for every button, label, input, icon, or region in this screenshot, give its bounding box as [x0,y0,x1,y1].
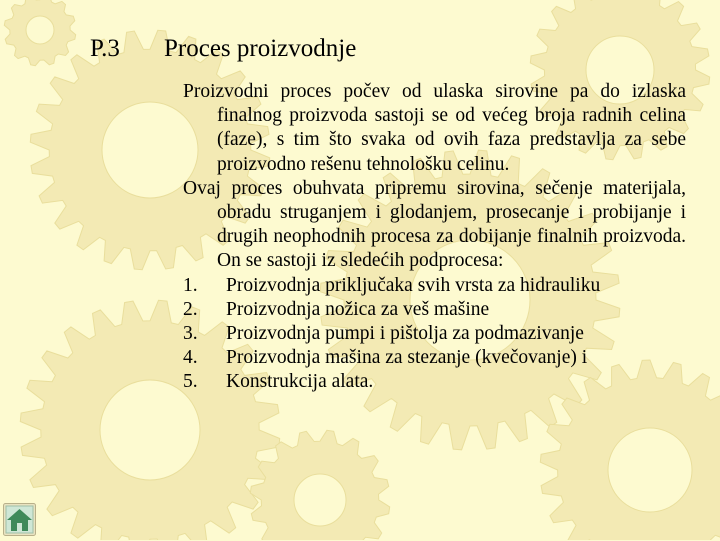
list-item [183,274,686,298]
list-marker: 3. [183,323,198,345]
list-marker: 1. [183,274,198,296]
list-marker: 2. [183,298,198,320]
list-marker: 5. [183,371,198,393]
slide-title-text: Proces proizvodnje [164,35,357,62]
list-item-text: Proizvodnja nožica za veš mašine [226,298,490,320]
slide-title [90,32,356,66]
subprocess-list [183,274,686,395]
list-item-text: Proizvodnja priključaka svih vrsta za hidrauliku [226,274,601,296]
home-icon [3,503,36,536]
slide-number: P.3 [90,35,120,62]
list-item [183,322,686,346]
slide-body [183,80,686,395]
list-marker: 4. [183,347,198,369]
list-item-text: Konstrukcija alata. [226,371,374,393]
list-item-text: Proizvodnja mašina za stezanje (kvečovanje) i [226,347,588,369]
list-item [183,346,686,370]
list-item [183,298,686,322]
paragraph-process: Ovaj proces obuhvata pripremu sirovina, sečenje materijala, obradu struganjem i glodanjem, prosecanje i probijanje i drugih neophodnih procesa za dobijanje finalnih proizvoda. On se sastoji iz sledećih podprocesa: [183,177,686,272]
list-item-text: Proizvodnja pumpi i pištolja za podmazivanje [226,323,584,345]
list-item [183,370,686,394]
gear-icon [4,0,75,66]
paragraph-intro: Proizvodni proces počev od ulaska sirovine pa do izlaska finalnog proizvoda sastoji se od većeg broja radnih celina (faze), s tim što svaka od ovih faza predstavlja za sebe proizvodno rešenu tehnološku celinu. [183,81,686,175]
home-button[interactable] [3,503,36,536]
